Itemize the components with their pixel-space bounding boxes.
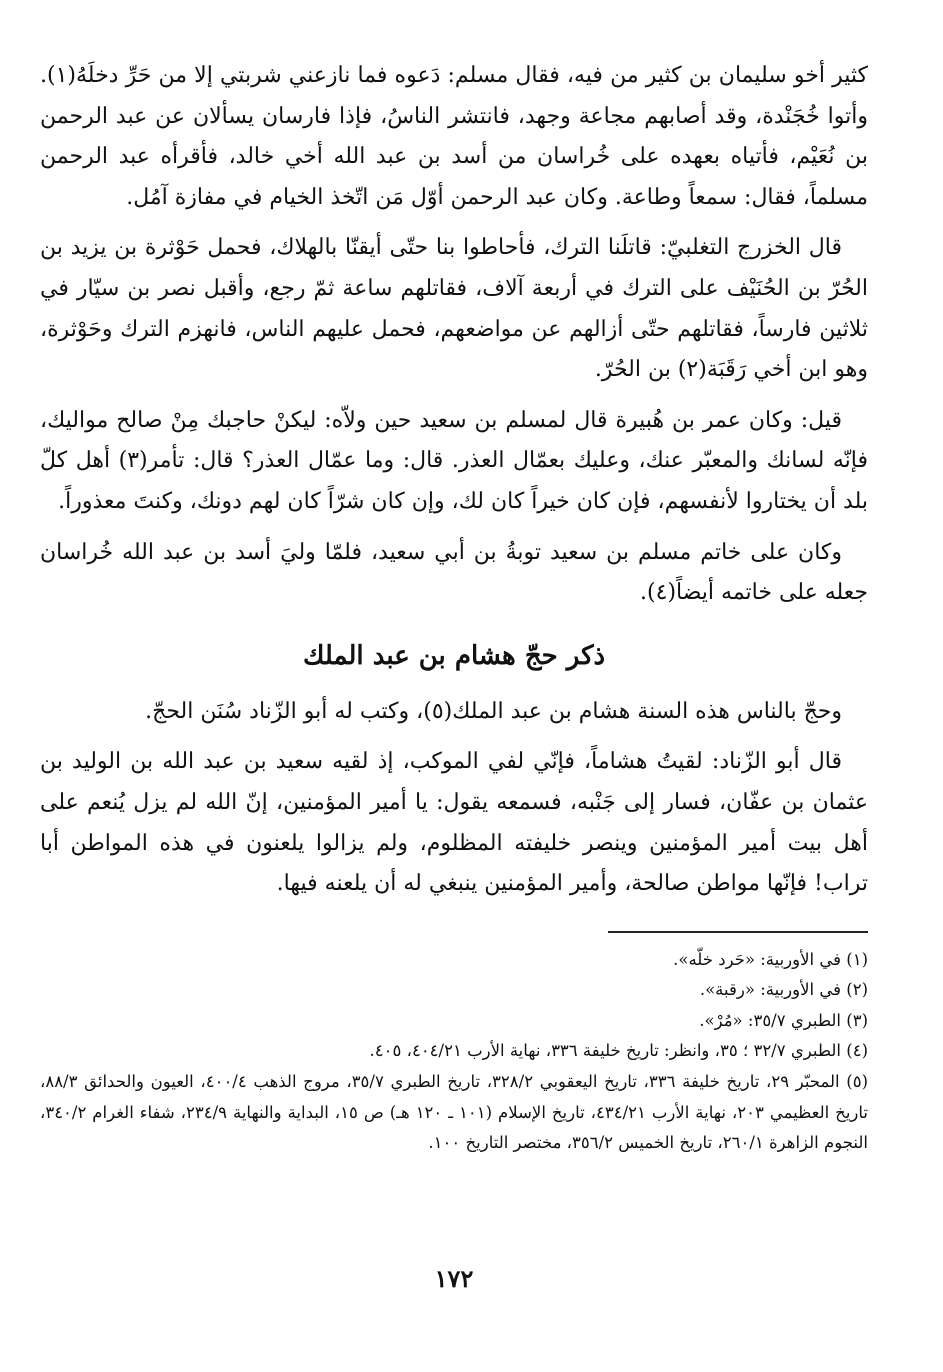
body-paragraph-1: كثير أخو سليمان بن كثير من فيه، فقال مسلم: دَعوه فما نازعني شربتي إلا من حَرِّ دخلَهُ(١). وأتوا خُجَنْدة، وقد أصابهم مجاعة وجهد، فانتشر الناسُ، فإذا فارسان يسألان عن عبد الرحمن بن نُعَيْم، فأتياه بعهده على خُراسان من أسد بن عبد الله أخي خالد، فأقرأه عبد الرحمن مسلماً، فقال: سمعاً وطاعة. وكان عبد الرحمن أوّل مَن اتّخذ الخيام في مفازة آمُل. bbox=[40, 63, 869, 210]
footnote-1: (١) في الأوربية: «حَرد خلّه». bbox=[673, 949, 868, 969]
body-paragraph-2: قال الخزرج التغلبيّ: قاتلَنا الترك، فأحاطوا بنا حتّى أيقنّا بالهلاك، فحمل حَوْثرة بن يزيد بن الحُرّ بن الحُنَيْف على الترك في أربعة آلاف، فقاتلهم ساعة ثمّ رجع، وأقبل نصر بن سيّار في ثلاثين فارساً، فقاتلهم حتّى أزالهم عن مواضعهم، فحمل عليهم الناس، فانهزم الترك وحَوْثرة، وهو ابن أخي رَقَبَة(٢) بن الحُرّ. bbox=[40, 235, 868, 383]
section-heading: ذكر حجّ هشام بن عبد الملك bbox=[302, 640, 606, 671]
section-paragraph-2: قال أبو الزّناد: لقيتُ هشاماً، فإنّي لفي الموكب، إذ لقيه سعيد بن عبد الله بن الوليد بن عثمان بن عفّان، فسار إلى جَنْبه، فسمعه يقول: يا أمير المؤمنين، إنّ الله لم يزل يُنعم على أهل بيت أمير المؤمنين وينصر خليفته المظلوم، ولم يزالوا يلعنون في هذه المواطن أبا تراب! فإنّها مواطن صالحة، وأمير المؤمنين ينبغي له أن يلعنه فيها. bbox=[40, 749, 868, 897]
body-paragraph-4: وكان على خاتم مسلم بن سعيد توبةُ بن أبي سعيد، فلمّا وليَ أسد بن عبد الله خُراسان جعله على خاتمه أيضاً(٤). bbox=[40, 539, 868, 606]
footnotes-list bbox=[40, 945, 868, 1159]
footnote-2: (٢) في الأوربية: «رقبة». bbox=[699, 980, 868, 1000]
page-number: ١٧٢ bbox=[434, 1264, 474, 1293]
footnote-5: (٥) المحبّر ٢٩، تاريخ خليفة ٣٣٦، تاريخ اليعقوبي ٣٢٨/٢، تاريخ الطبري ٣٥/٧، مروج الذهب ٤٠٠/٤، العيون والحدائق ٨٨/٣، تاريخ العظيمي ٢٠٣، نهاية الأرب ٤٣٤/٢١، تاريخ الإسلام (١٠١ ـ ١٢٠ هـ) ص ١٥، البداية والنهاية ٢٣٤/٩، شفاء الغرام ٣٤٠/٢، النجوم الزاهرة ٢٦٠/١، تاريخ الخميس ٣٥٦/٢، مختصر التاريخ ١٠٠. bbox=[40, 1072, 868, 1153]
section-paragraph-1: وحجّ بالناس هذه السنة هشام بن عبد الملك(٥)، وكتب له أبو الزّناد سُنَن الحجّ. bbox=[145, 698, 842, 724]
footnote-3: (٣) الطبري ٣٥/٧: «مُرْ». bbox=[699, 1010, 868, 1030]
footnote-4: (٤) الطبري ٣٢/٧ ؛ ٣٥، وانظر: تاريخ خليفة ٣٣٦، نهاية الأرب ٤٠٤/٢١، ٤٠٥. bbox=[369, 1041, 868, 1061]
footnote-divider bbox=[608, 931, 868, 933]
body-paragraph-3: قيل: وكان عمر بن هُبيرة قال لمسلم بن سعيد حين ولاّه: ليكنْ حاجبك مِنْ صالح مواليك، فإنّه لسانك والمعبّر عنك، وعليك بعمّال العذر. قال: وما عمّال العذر؟ قال: تأمر(٣) أهل كلّ بلد أن يختاروا لأنفسهم، فإن كان خيراً كان لك، وإن كان شرّاً كان لهم دونك، وكنتَ معذوراً. bbox=[40, 407, 868, 514]
book-page bbox=[40, 56, 868, 1356]
